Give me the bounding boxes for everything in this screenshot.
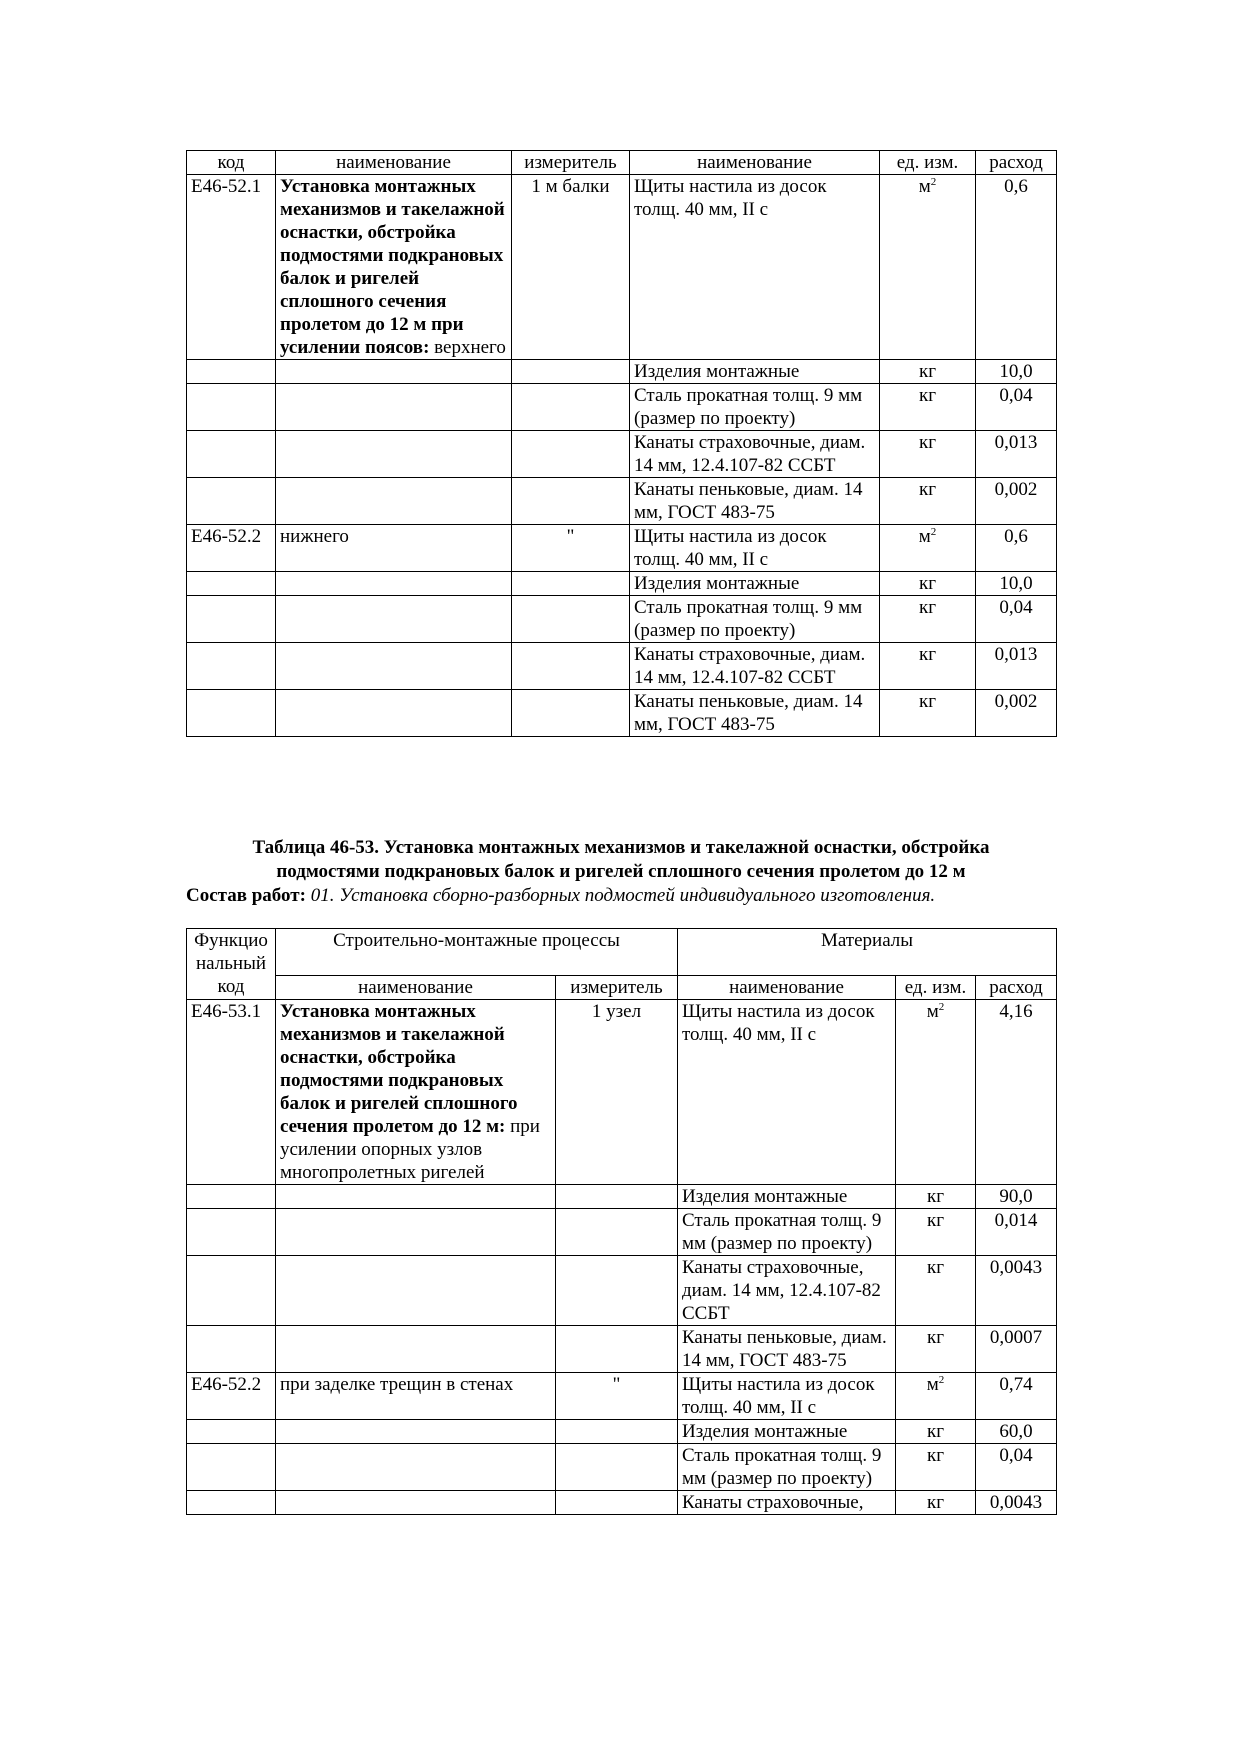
row-material: Изделия монтажные — [678, 1420, 896, 1444]
row-material: Сталь прокатная толщ. 9 мм (размер по проекту) — [630, 384, 880, 431]
row-unit — [556, 1420, 678, 1444]
row-name-heading: Установка монтажных механизмов и такелажной оснастки, обстройка подмостями подкрановых балок и ригелей сплошного сечения пролетом до 12 м: — [280, 1001, 518, 1137]
row-material-unit: кг — [896, 1256, 976, 1326]
row-unit — [512, 478, 630, 525]
row-code — [187, 1326, 276, 1373]
row-consumption: 0,002 — [976, 690, 1057, 737]
row-material: Щиты настила из досок толщ. 40 мм, II с — [630, 175, 880, 360]
row-consumption: 10,0 — [976, 360, 1057, 384]
row-name — [276, 1491, 556, 1515]
row-unit: 1 узел — [556, 1000, 678, 1185]
row-code: Е46-52.2 — [187, 525, 276, 572]
table-title — [186, 836, 1056, 884]
header-material-unit: ед. изм. — [896, 976, 976, 1000]
row-material-unit: кг — [880, 572, 976, 596]
row-consumption: 10,0 — [976, 572, 1057, 596]
header-material-name: наименование — [678, 976, 896, 1000]
row-material-unit: кг — [896, 1420, 976, 1444]
row-name — [276, 175, 512, 360]
header-unit: измеритель — [556, 976, 678, 1000]
row-consumption: 90,0 — [976, 1185, 1057, 1209]
row-unit — [512, 384, 630, 431]
table-header-row — [187, 151, 1057, 175]
row-code: Е46-52.1 — [187, 175, 276, 360]
unit-superscript: 2 — [938, 1001, 945, 1013]
unit-text: м — [926, 1374, 939, 1395]
row-name — [276, 478, 512, 525]
row-code — [187, 1491, 276, 1515]
row-consumption: 0,04 — [976, 596, 1057, 643]
row-material: Канаты пеньковые, диам. 14 мм, ГОСТ 483-75 — [630, 690, 880, 737]
header-code: код — [187, 151, 276, 175]
row-material-unit — [896, 1000, 976, 1185]
work-composition-text: 01. Установка сборно-разборных подмостей индивидуального изготовления. — [310, 885, 936, 906]
row-material-unit: кг — [880, 384, 976, 431]
header-consumption: расход — [976, 151, 1057, 175]
table-row — [187, 478, 1057, 525]
table-row — [187, 384, 1057, 431]
row-material: Канаты страховочные, диам. 14 мм, 12.4.107-82 ССБТ — [678, 1256, 896, 1326]
unit-superscript: 2 — [930, 176, 937, 188]
norms-table-46-53 — [186, 928, 1057, 1515]
row-code — [187, 596, 276, 643]
row-unit — [556, 1444, 678, 1491]
row-consumption: 0,013 — [976, 431, 1057, 478]
table-header-row — [187, 929, 1057, 976]
row-name — [276, 643, 512, 690]
row-unit — [556, 1256, 678, 1326]
table-body — [187, 175, 1057, 737]
row-material-unit: кг — [896, 1444, 976, 1491]
row-code: Е46-52.2 — [187, 1373, 276, 1420]
row-code — [187, 1256, 276, 1326]
row-code — [187, 360, 276, 384]
row-name — [276, 690, 512, 737]
unit-superscript: 2 — [938, 1374, 945, 1386]
row-code — [187, 572, 276, 596]
row-code — [187, 643, 276, 690]
row-consumption: 0,013 — [976, 643, 1057, 690]
table-subheader-row — [187, 976, 1057, 1000]
work-composition-label: Состав работ: — [186, 885, 306, 906]
row-name — [276, 384, 512, 431]
table-row — [187, 525, 1057, 572]
row-consumption: 0,0043 — [976, 1491, 1057, 1515]
row-consumption: 0,0007 — [976, 1326, 1057, 1373]
row-consumption: 0,04 — [976, 384, 1057, 431]
row-code — [187, 1444, 276, 1491]
row-material-unit: кг — [880, 478, 976, 525]
row-name — [276, 431, 512, 478]
row-unit — [556, 1185, 678, 1209]
row-material: Канаты пеньковые, диам. 14 мм, ГОСТ 483-75 — [630, 478, 880, 525]
row-name-heading: Установка монтажных механизмов и такелажной оснастки, обстройка подмостями подкрановых балок и ригелей сплошного сечения пролетом до 12 м при усилении поясов: — [280, 176, 505, 358]
table-row — [187, 1000, 1057, 1185]
unit-superscript: 2 — [930, 526, 937, 538]
row-unit — [512, 596, 630, 643]
header-func-code-text: Функцио нальный код — [194, 930, 268, 997]
row-unit — [556, 1491, 678, 1515]
row-unit — [512, 360, 630, 384]
row-code — [187, 690, 276, 737]
table-row — [187, 1373, 1057, 1420]
row-consumption: 0,0043 — [976, 1256, 1057, 1326]
row-consumption: 0,014 — [976, 1209, 1057, 1256]
table-row — [187, 1185, 1057, 1209]
row-consumption: 60,0 — [976, 1420, 1057, 1444]
row-material: Щиты настила из досок толщ. 40 мм, II с — [678, 1373, 896, 1420]
row-material-unit: кг — [880, 596, 976, 643]
row-material-unit: кг — [880, 690, 976, 737]
row-material: Изделия монтажные — [678, 1185, 896, 1209]
row-name: нижнего — [276, 525, 512, 572]
row-consumption: 0,6 — [976, 525, 1057, 572]
table-row — [187, 175, 1057, 360]
row-material-unit: кг — [896, 1185, 976, 1209]
row-code: Е46-53.1 — [187, 1000, 276, 1185]
row-unit: " — [512, 525, 630, 572]
row-unit — [512, 431, 630, 478]
table-row — [187, 360, 1057, 384]
row-material-unit — [880, 525, 976, 572]
header-materials: Материалы — [678, 929, 1057, 976]
row-consumption: 0,04 — [976, 1444, 1057, 1491]
header-material-name: наименование — [630, 151, 880, 175]
row-code — [187, 1185, 276, 1209]
row-name — [276, 1444, 556, 1491]
unit-text: м — [926, 1001, 939, 1022]
row-material-unit: кг — [880, 360, 976, 384]
row-code — [187, 1420, 276, 1444]
row-material: Изделия монтажные — [630, 360, 880, 384]
table-row — [187, 1444, 1057, 1491]
row-unit — [512, 643, 630, 690]
table-row — [187, 1326, 1057, 1373]
row-name-variant: при усилении опорных узлов многопролетных ригелей — [280, 1116, 540, 1183]
unit-text: м — [918, 176, 931, 197]
row-unit — [512, 690, 630, 737]
row-name — [276, 1256, 556, 1326]
header-material-unit: ед. изм. — [880, 151, 976, 175]
row-material: Сталь прокатная толщ. 9 мм (размер по проекту) — [678, 1209, 896, 1256]
table-row — [187, 690, 1057, 737]
row-material-unit: кг — [896, 1491, 976, 1515]
header-processes: Строительно-монтажные процессы — [276, 929, 678, 976]
row-material: Сталь прокатная толщ. 9 мм (размер по проекту) — [630, 596, 880, 643]
row-name — [276, 1209, 556, 1256]
header-consumption: расход — [976, 976, 1057, 1000]
row-code — [187, 1209, 276, 1256]
table-row — [187, 1209, 1057, 1256]
row-material: Щиты настила из досок толщ. 40 мм, II с — [678, 1000, 896, 1185]
header-name: наименование — [276, 151, 512, 175]
row-name — [276, 1420, 556, 1444]
table-row — [187, 1491, 1057, 1515]
row-name-variant: верхнего — [434, 337, 506, 358]
row-name: при заделке трещин в стенах — [276, 1373, 556, 1420]
row-consumption: 0,002 — [976, 478, 1057, 525]
row-consumption: 4,16 — [976, 1000, 1057, 1185]
row-name — [276, 1185, 556, 1209]
table-title-line-2: подмостями подкрановых балок и ригелей сплошного сечения пролетом до 12 м — [276, 861, 966, 882]
row-name — [276, 360, 512, 384]
unit-text: м — [918, 526, 931, 547]
row-material-unit — [896, 1373, 976, 1420]
row-name — [276, 572, 512, 596]
row-unit — [512, 572, 630, 596]
table-title-line-1: Таблица 46-53. Установка монтажных механизмов и такелажной оснастки, обстройка — [252, 837, 990, 858]
table-row — [187, 1420, 1057, 1444]
row-material-unit — [880, 175, 976, 360]
table-row — [187, 1256, 1057, 1326]
row-material: Канаты страховочные, — [678, 1491, 896, 1515]
row-material-unit: кг — [880, 643, 976, 690]
row-unit: " — [556, 1373, 678, 1420]
table-body — [187, 1000, 1057, 1515]
row-material-unit: кг — [896, 1326, 976, 1373]
table-row — [187, 572, 1057, 596]
row-unit: 1 м балки — [512, 175, 630, 360]
row-consumption: 0,74 — [976, 1373, 1057, 1420]
header-name: наименование — [276, 976, 556, 1000]
row-code — [187, 431, 276, 478]
row-material-unit: кг — [880, 431, 976, 478]
row-material: Сталь прокатная толщ. 9 мм (размер по проекту) — [678, 1444, 896, 1491]
header-func-code — [187, 929, 276, 1000]
table-row — [187, 596, 1057, 643]
row-material-unit: кг — [896, 1209, 976, 1256]
row-material: Канаты пеньковые, диам. 14 мм, ГОСТ 483-75 — [678, 1326, 896, 1373]
row-unit — [556, 1209, 678, 1256]
row-unit — [556, 1326, 678, 1373]
norms-table-46-52 — [186, 150, 1057, 737]
work-composition — [186, 884, 1056, 908]
header-unit: измеритель — [512, 151, 630, 175]
row-name — [276, 596, 512, 643]
row-material: Щиты настила из досок толщ. 40 мм, II с — [630, 525, 880, 572]
table-row — [187, 431, 1057, 478]
row-code — [187, 384, 276, 431]
row-material: Изделия монтажные — [630, 572, 880, 596]
row-material: Канаты страховочные, диам. 14 мм, 12.4.107-82 ССБТ — [630, 643, 880, 690]
row-name — [276, 1000, 556, 1185]
row-name — [276, 1326, 556, 1373]
row-consumption: 0,6 — [976, 175, 1057, 360]
table-row — [187, 643, 1057, 690]
row-material: Канаты страховочные, диам. 14 мм, 12.4.107-82 ССБТ — [630, 431, 880, 478]
row-code — [187, 478, 276, 525]
